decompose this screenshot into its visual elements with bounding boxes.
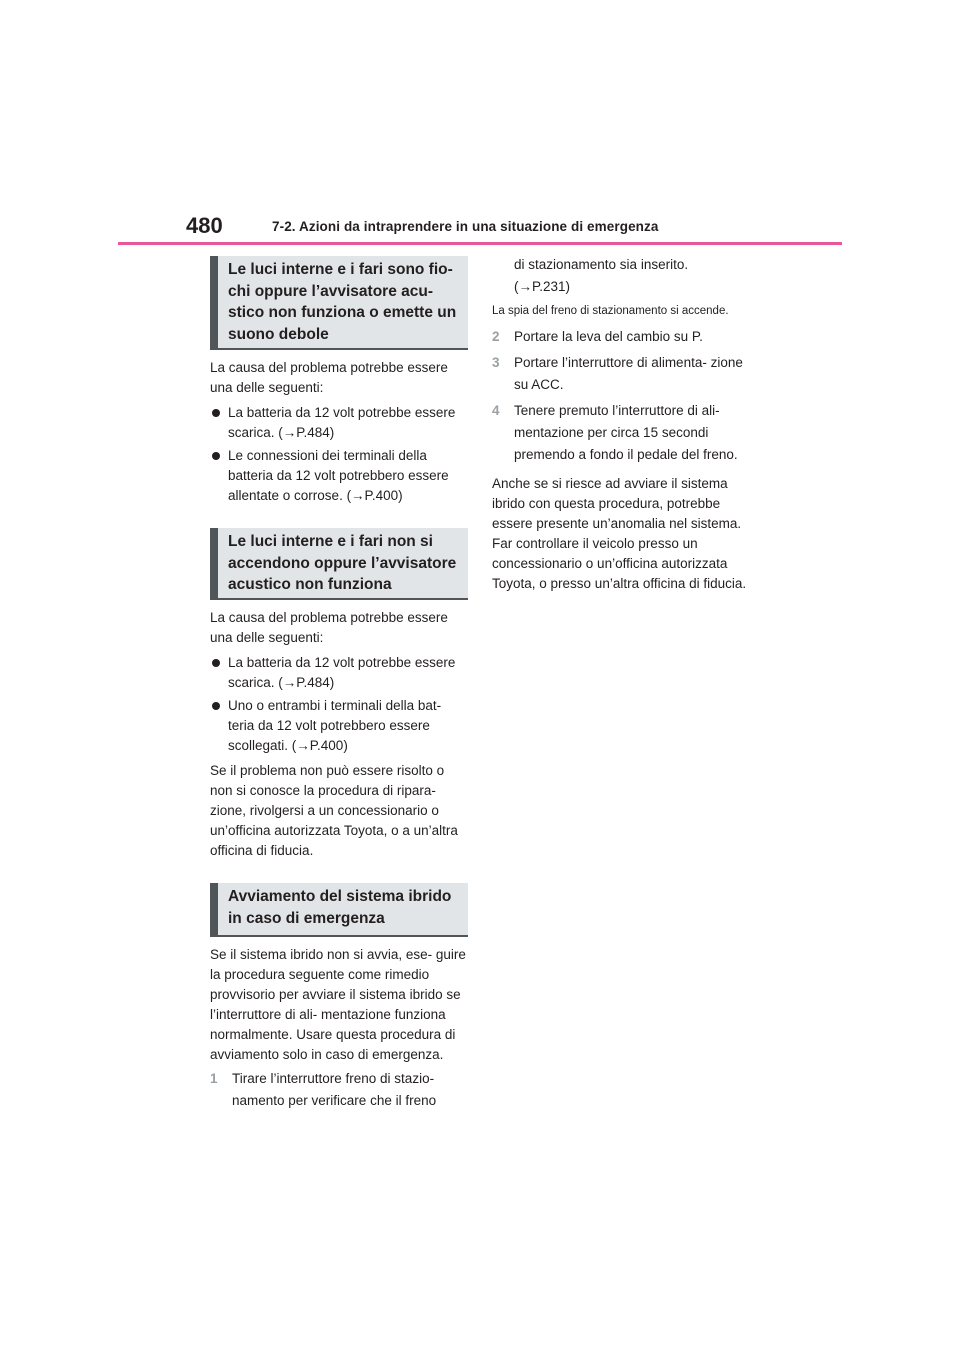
step-3-number: 3 xyxy=(492,355,500,370)
dealer-advice: Se il problema non può essere risolto o non si conosce la procedura di ripara- zione, rivolgersi a un concessionario o un’officina autorizzata Toyota, o a un’altra officina di fiducia. xyxy=(210,763,458,858)
header-divider xyxy=(118,242,842,245)
page-number: 480 xyxy=(186,213,223,238)
right-column xyxy=(514,254,746,298)
step-3 xyxy=(492,352,748,396)
step-2-text: Portare la leva del cambio su P. xyxy=(514,329,703,344)
heading-emergency-start: Avviamento del sistema ibrido in caso di emergenza xyxy=(210,883,468,937)
right-column-body xyxy=(492,304,748,594)
step-4-number: 4 xyxy=(492,403,500,418)
anomaly-advice: Anche se si riesce ad avviare il sistema ibrido con questa procedura, potrebbe essere presente un’anomalia nel sistema. Far controllare il veicolo presso un concessionario o un’officina autorizzata Toyota, o presso un’altra officina di fiducia. xyxy=(492,476,747,591)
step-4-text: Tenere premuto l’interruttore di ali- mentazione per circa 15 secondi premendo a fondo il pedale del freno. xyxy=(514,403,738,462)
step-2-number: 2 xyxy=(492,329,500,344)
step-1 xyxy=(210,1068,470,1112)
cause-intro-1: La causa del problema potrebbe essere una delle seguenti: xyxy=(210,360,448,395)
parking-brake-note: La spia del freno di stazionamento si accende. xyxy=(492,305,729,317)
step-4 xyxy=(492,400,748,466)
bullet-battery-discharged-1: La batteria da 12 volt potrebbe essere scarica. (→P.484) xyxy=(210,403,470,443)
heading-weak-lights: Le luci interne e i fari sono fio- chi oppure l’avvisatore acu- stico non funziona o emette un suono debole xyxy=(210,256,468,350)
heading-no-lights: Le luci interne e i fari non si accendono oppure l’avvisatore acustico non funziona xyxy=(210,528,468,600)
left-column xyxy=(210,256,470,1112)
bullet-terminals-loose: Le connessioni dei terminali della batteria da 12 volt potrebbero essere allentate o corrose. (→P.400) xyxy=(210,446,470,506)
cause-intro-2: La causa del problema potrebbe essere una delle seguenti: xyxy=(210,610,448,645)
step-1-text: Tirare l’interruttore freno di stazio- namento per verificare che il freno xyxy=(232,1071,437,1108)
bullet-battery-discharged-2: La batteria da 12 volt potrebbe essere scarica. (→P.484) xyxy=(210,653,470,693)
step-1-number: 1 xyxy=(210,1071,218,1086)
step-2 xyxy=(492,326,748,348)
section-title: 7-2. Azioni da intraprendere in una situazione di emergenza xyxy=(272,219,659,234)
step-3-text: Portare l’interruttore di alimenta- zione su ACC. xyxy=(514,355,743,392)
step-1-continued: di stazionamento sia inserito. (→P.231) xyxy=(514,257,689,294)
emergency-start-intro: Se il sistema ibrido non si avvia, ese- guire la procedura seguente come rimedio provvisorio per avviare il sistema ibrido se l’interruttore di ali- mentazione funziona normalmente. Usare questa procedura di avviamento solo in caso di emergenza. xyxy=(210,947,466,1062)
bullet-terminals-disconnected: Uno o entrambi i terminali della bat- teria da 12 volt potrebbero essere scollegati. (→P.400) xyxy=(210,696,470,756)
